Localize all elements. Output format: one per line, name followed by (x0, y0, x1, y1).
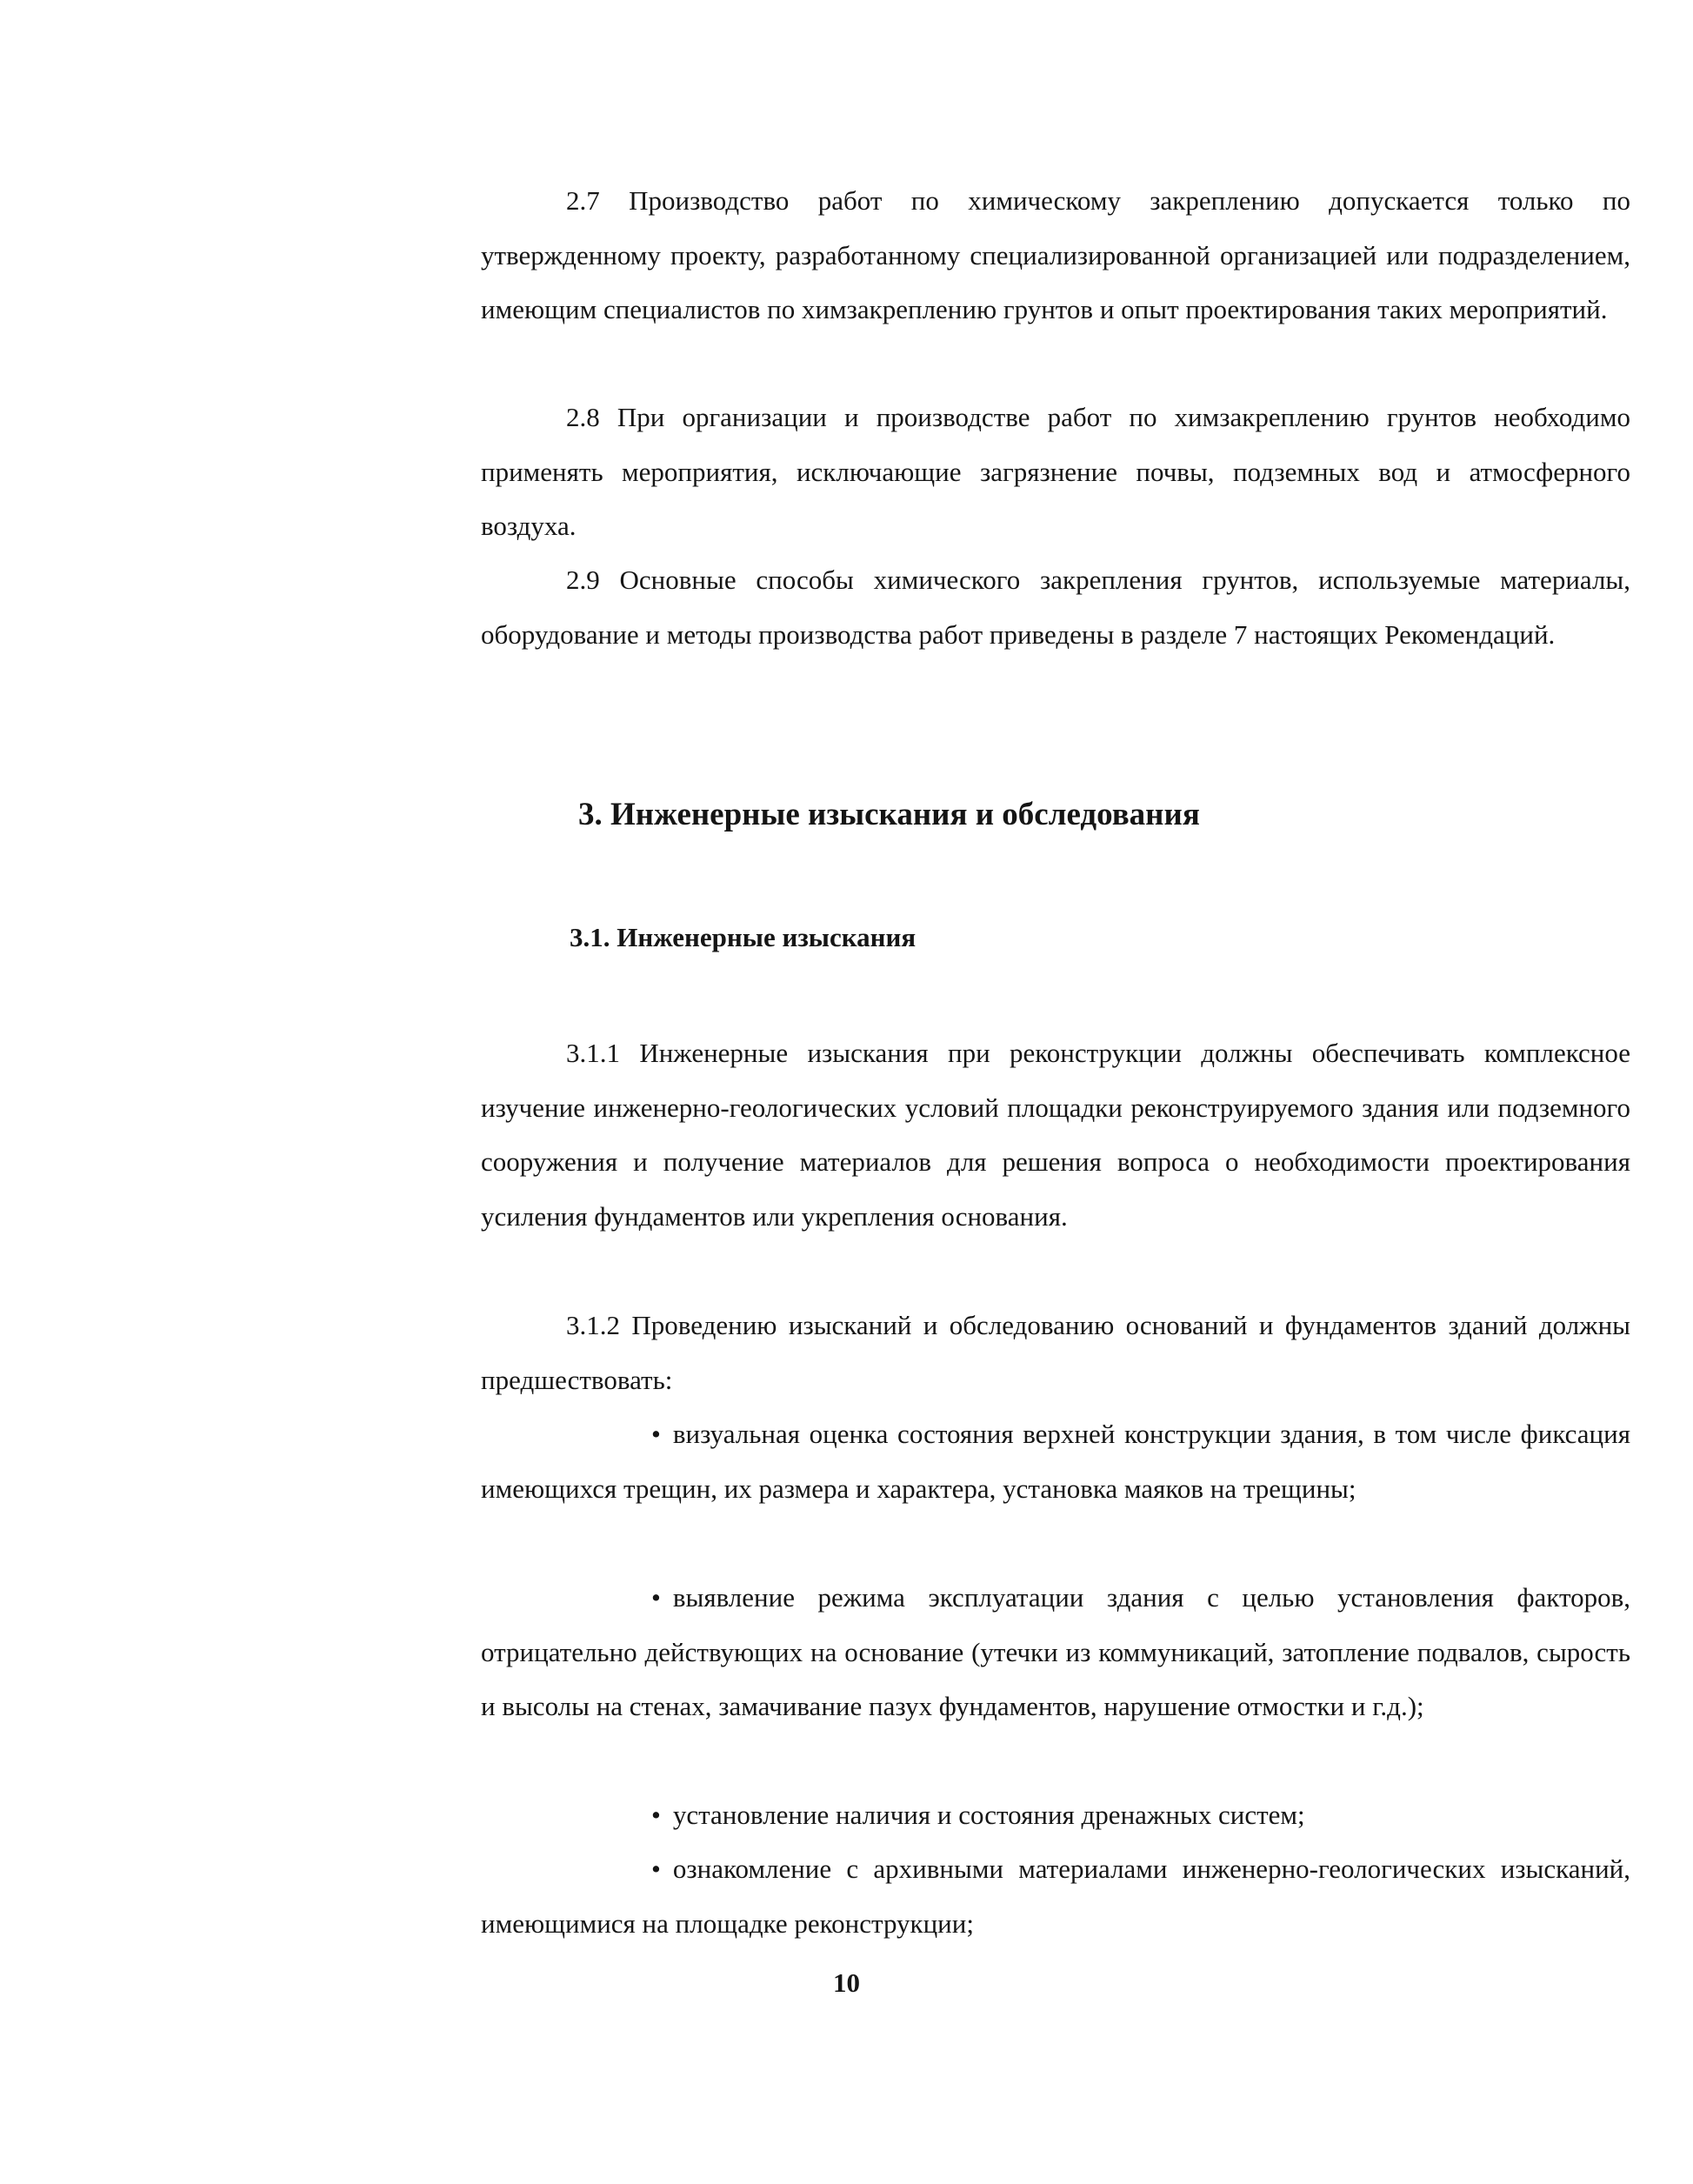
list-item-text: визуальная оценка состояния верхней конструкции здания, в том числе фиксация имеющихся трещин, их размера и характера, установка маяков на трещины; (481, 1419, 1630, 1504)
subsection-heading: 3.1. Инженерные изыскания (570, 922, 916, 952)
list-item (481, 1842, 1630, 1951)
bullet-icon: • (651, 1853, 661, 1884)
list-item-text: ознакомление с архивными материалами инженерно-геологических изысканий, имеющимися на площадке реконструкции; (481, 1853, 1630, 1939)
page-number: 10 (833, 1967, 860, 1998)
bullet-icon: • (651, 1582, 661, 1613)
list-item (481, 1788, 1630, 1843)
list-item-text: выявление режима эксплуатации здания с целью установления факторов, отрицательно действующих на основание (утечки из коммуникаций, затопление подвалов, сырость и высолы на стенах, замачивание пазух фундаментов, нарушение отмостки и г.д.); (481, 1582, 1630, 1721)
paragraph-2-7: 2.7 Производство работ по химическому закреплению допускается только по утвержденному проекту, разработанному специализированной организацией или подразделением, имеющим специалистов по химзакреплению грунтов и опыт проектирования таких мероприятий. (481, 185, 1630, 324)
paragraph-2-9: 2.9 Основные способы химического закрепления грунтов, используемые материалы, оборудование и методы производства работ приведены в разделе 7 настоящих Рекомендаций. (481, 564, 1630, 650)
paragraph-3-1-1: 3.1.1 Инженерные изыскания при реконструкции должны обеспечивать комплексное изучение инженерно-геологических условий площадки реконструируемого здания или подземного сооружения и получение материалов для решения вопроса о необходимости проектирования усиления фундаментов или укрепления основания. (481, 1038, 1630, 1232)
paragraph-2-8: 2.8 При организации и производстве работ по химзакреплению грунтов необходимо применять мероприятия, исключающие загрязнение почвы, подземных вод и атмосферного воздуха. (481, 402, 1630, 541)
list-item (481, 1571, 1630, 1734)
section-heading: 3. Инженерные изыскания и обследования (578, 797, 1200, 832)
paragraph-3-1-2: 3.1.2 Проведению изысканий и обследованию оснований и фундаментов зданий должны предшествовать: (481, 1310, 1630, 1395)
bullet-icon: • (651, 1800, 661, 1830)
bullet-icon: • (651, 1419, 661, 1449)
list-item (481, 1407, 1630, 1516)
list-item-text: установление наличия и состояния дренажных систем; (672, 1800, 1305, 1830)
